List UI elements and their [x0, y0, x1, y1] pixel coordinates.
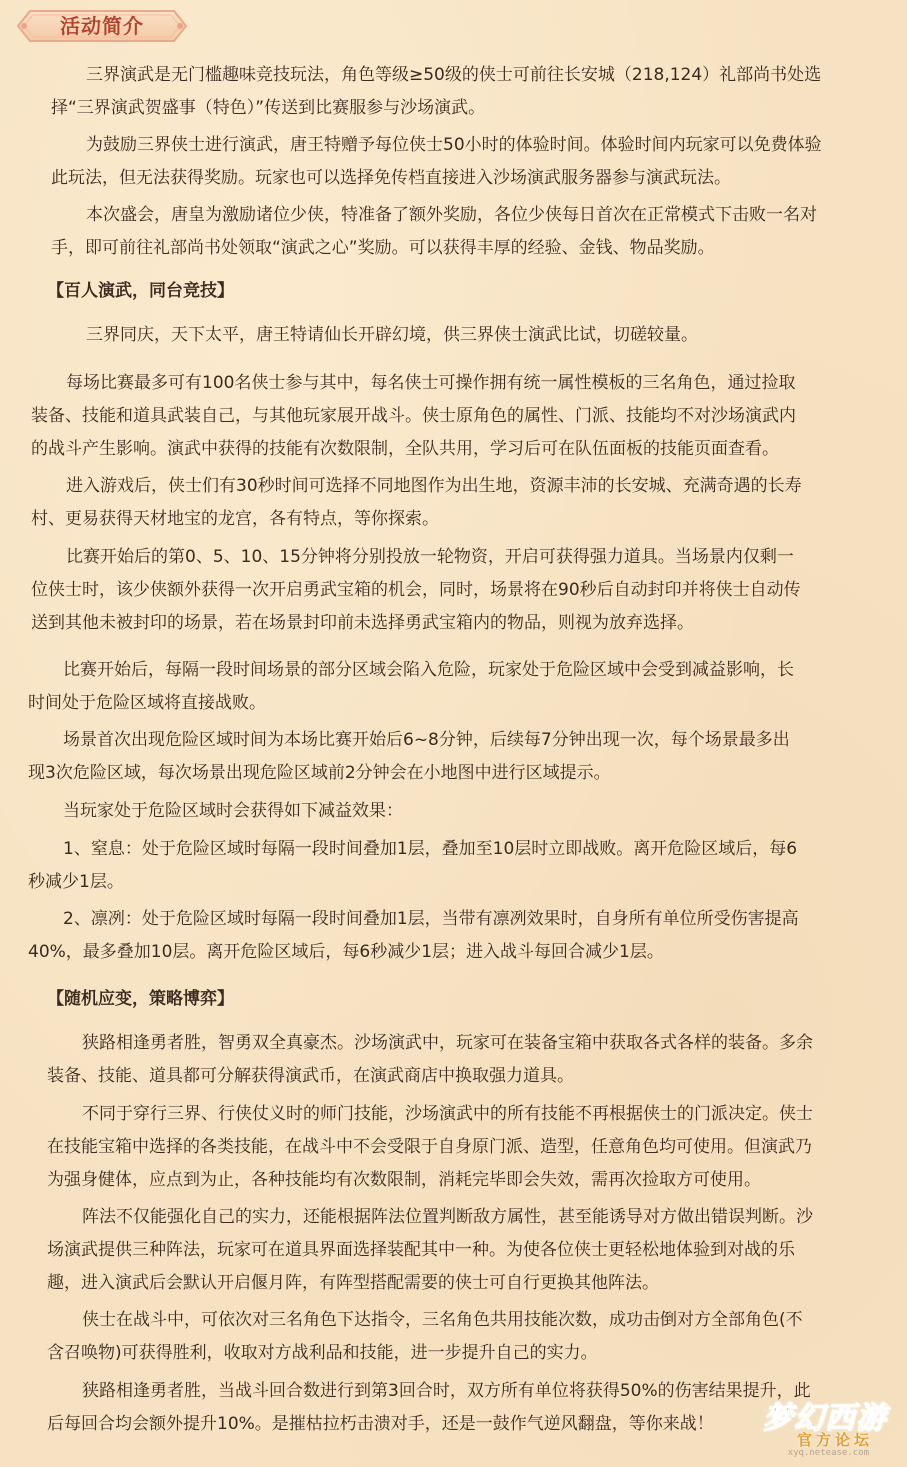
- text-line: 比赛开始后，每隔一段时间场景的部分区域会陷入危险，玩家处于危险区域中会受到减益影响，长: [63, 660, 794, 680]
- text-line: 2、凛冽：处于危险区域时每隔一段时间叠加1层，当带有凛冽效果时，自身所有单位所受伤害提高: [63, 909, 799, 929]
- text-line: 装备、技能和道具武装自己，与其他玩家展开战斗。侠士原角色的属性、门派、技能均不对沙场演武内: [31, 406, 796, 426]
- text-line: 比赛开始后的第0、5、10、15分钟将分别投放一轮物资，开启可获得强力道具。当场景内仅剩一: [66, 547, 794, 567]
- section-heading-2: 【随机应变，策略博弈】: [47, 989, 234, 1009]
- text-line: 趣，进入演武后会默认开启偃月阵，有阵型搭配需要的侠士可自行更换其他阵法。: [47, 1273, 659, 1293]
- section1-paragraph-6: [28, 724, 790, 790]
- text-line: 手，即可前往礼部尚书处领取“演武之心”奖励。可以获得丰厚的经验、金钱、物品奖励。: [51, 238, 715, 258]
- intro-paragraph-3: [51, 199, 817, 265]
- section1-paragraph-1: [51, 319, 698, 352]
- text-line: 本次盛会，唐皇为激励诸位少侠，特准备了额外奖励，各位少侠每日首次在正常模式下击败一名对: [86, 205, 817, 225]
- section-title: 活动简介: [60, 14, 144, 38]
- section2-paragraph-2: [47, 1098, 813, 1197]
- text-line: 此玩法，但无法获得奖励。玩家也可以选择免传档直接进入沙场演武服务器参与演武玩法。: [51, 168, 731, 188]
- text-line: 为强身健体，应点到为止，各种技能均有次数限制，消耗完毕即会失效，需再次捡取方可使用。: [47, 1170, 761, 1190]
- section1-paragraph-4: [31, 541, 801, 640]
- section1-paragraph-7: [28, 795, 403, 828]
- text-line: 装备、技能、道具都可分解获得演武币，在演武商店中换取强力道具。: [47, 1066, 574, 1086]
- text-line: 场景首次出现危险区域时间为本场比赛开始后6~8分钟，后续每7分钟出现一次，每个场景最多出: [63, 730, 790, 750]
- text-line: 秒减少1层。: [28, 872, 124, 892]
- text-line: 阵法不仅能强化自己的实力，还能根据阵法位置判断敌方属性，甚至能诱导对方做出错误判断。沙: [82, 1207, 813, 1227]
- debuff-suffocation: [28, 833, 797, 899]
- forum-watermark-logo: [749, 1391, 899, 1461]
- text-line: 场演武提供三种阵法，玩家可在道具界面选择装配其中一种。为使各位侠士更轻松地体验到对战的乐: [47, 1240, 795, 1260]
- section2-paragraph-3: [47, 1201, 813, 1300]
- watermark-game-name: 梦幻西游: [763, 1401, 887, 1436]
- text-line: 进入游戏后，侠士们有30秒时间可选择不同地图作为出生地，资源丰沛的长安城、充满奇遇的长寿: [66, 476, 802, 496]
- text-line: 时间处于危险区域将直接战败。: [28, 693, 266, 713]
- text-line: 三界演武是无门槛趣味竞技玩法，角色等级≥50级的侠士可前往长安城（218,124）礼部尚书处选: [86, 65, 822, 85]
- text-line: 村、更易获得天材地宝的龙宫，各有特点，等你探索。: [31, 509, 439, 529]
- section1-paragraph-3: [31, 470, 802, 536]
- text-line: 侠士在战斗中，可依次对三名角色下达指令，三名角色共用技能次数，成功击倒对方全部角色(不: [82, 1310, 803, 1330]
- text-line: 当玩家处于危险区域时会获得如下减益效果：: [63, 801, 403, 821]
- section-heading-1: 【百人演武，同台竞技】: [47, 281, 234, 301]
- intro-paragraph-2: [51, 129, 822, 195]
- text-line: 1、窒息：处于危险区域时每隔一段时间叠加1层，叠加至10层时立即战败。离开危险区域后，每6: [63, 839, 798, 859]
- text-line: 每场比赛最多可有100名侠士参与其中，每名侠士可操作拥有统一属性模板的三名角色，通过捡取: [66, 373, 796, 393]
- text-line: 三界同庆，天下太平，唐王特请仙长开辟幻境，供三界侠士演武比试，切磋较量。: [86, 325, 698, 345]
- text-line: 的战斗产生影响。演武中获得的技能有次数限制，全队共用，学习后可在队伍面板的技能页面查看。: [31, 439, 779, 459]
- text-line: 不同于穿行三界、行侠仗义时的师门技能，沙场演武中的所有技能不再根据侠士的门派决定。侠士: [82, 1104, 813, 1124]
- section2-paragraph-5: [47, 1375, 811, 1441]
- text-line: 在技能宝箱中选择的各类技能，在战斗中不会受限于自身原门派、造型，任意角色均可使用。但演武乃: [47, 1137, 812, 1157]
- section1-paragraph-2: [31, 367, 796, 466]
- intro-paragraph-1: [51, 59, 821, 125]
- text-line: 狭路相逢勇者胜，智勇双全真豪杰。沙场演武中，玩家可在装备宝箱中获取各式各样的装备。多余: [82, 1033, 813, 1053]
- watermark-url: xyq.netease.com: [787, 1448, 869, 1458]
- text-line: 后每回合均会额外提升10%。是摧枯拉朽击溃对手，还是一鼓作气逆风翻盘，等你来战！: [47, 1414, 714, 1434]
- text-line: 择“三界演武贺盛事（特色）”传送到比赛服参与沙场演武。: [51, 98, 486, 118]
- watermark-forum-label: 官方论坛: [796, 1431, 873, 1449]
- text-line: 40%，最多叠加10层。离开危险区域后，每6秒减少1层；进入战斗每回合减少1层。: [28, 942, 664, 962]
- debuff-chill: [28, 903, 799, 969]
- text-line: 为鼓励三界侠士进行演武，唐王特赠予每位侠士50小时的体验时间。体验时间内玩家可以免费体验: [86, 135, 822, 155]
- section-title-badge: [14, 5, 190, 47]
- text-line: 含召唤物)可获得胜利，收取对方战利品和技能，进一步提升自己的实力。: [47, 1343, 598, 1363]
- section2-paragraph-4: [47, 1304, 803, 1370]
- text-line: 送到其他未被封印的场景，若在场景封印前未选择勇武宝箱内的物品，则视为放弃选择。: [31, 613, 694, 633]
- text-line: 狭路相逢勇者胜，当战斗回合数进行到第3回合时，双方所有单位将获得50%的伤害结果提升，此: [82, 1381, 811, 1401]
- section1-paragraph-5: [28, 654, 794, 720]
- text-line: 位侠士时，该少侠额外获得一次开启勇武宝箱的机会，同时，场景将在90秒后自动封印并将侠士自动传: [31, 580, 801, 600]
- section2-paragraph-1: [47, 1027, 813, 1093]
- text-line: 现3次危险区域，每次场景出现危险区域前2分钟会在小地图中进行区域提示。: [28, 763, 611, 783]
